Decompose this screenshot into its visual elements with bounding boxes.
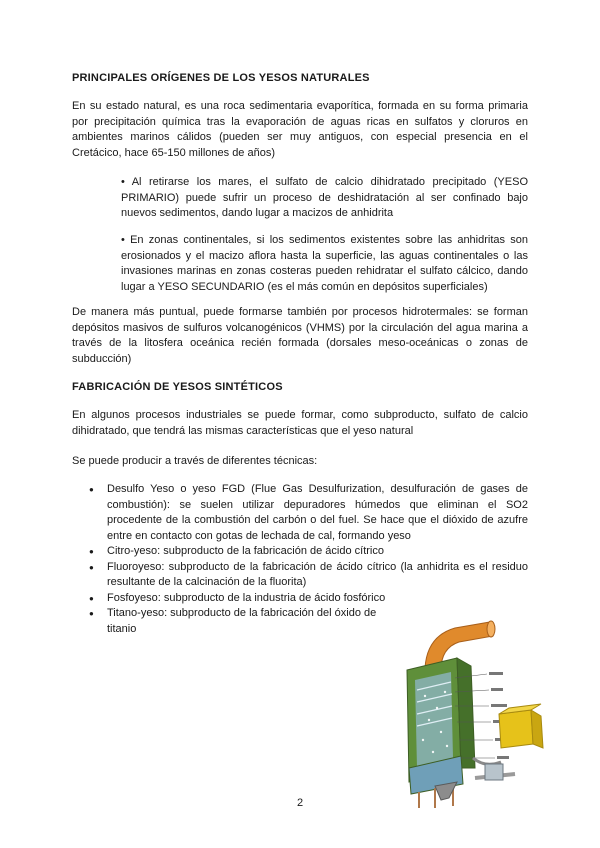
synthetic-lead-paragraph: Se puede producir a través de diferentes técnicas: <box>72 455 318 467</box>
list-item: ● Desulfo Yeso o yeso FGD (Flue Gas Desulfurization, desulfuración de gases de combustión): se suelen utilizar depuradores húmedos que eliminan el SO2 procedente de la combustión del carbón o del fuel. Se hace que el dióxido de azufre entre en contacto con gotas de lechada de cal, formando yeso <box>72 482 528 544</box>
synthetic-techniques-list <box>72 482 528 637</box>
section-title-synthetic: FABRICACIÓN DE YESOS SINTÉTICOS <box>72 381 283 393</box>
origins-point-secondary: • En zonas continentales, si los sedimentos existentes sobre las anhidritas son erosionados y el macizo aflora hasta la superficie, las aguas continentales o las invasiones marinas en zonas costeras pueden rehidratar el sulfato cálcico, dando lugar a YESO SECUNDARIO (es el más común en depósitos superficiales) <box>121 234 528 293</box>
origins-point-primary: • Al retirarse los mares, el sulfato de calcio dihidratado precipitado (YESO PRIMARIO) puede sufrir un proceso de deshidratación al ser confinado bajo nuevos sedimentos, dando lugar a macizos de anhidrita <box>121 176 528 219</box>
fgd-scrubber-illustration <box>395 618 550 810</box>
origins-intro-paragraph: En su estado natural, es una roca sedimentaria evaporítica, formada en su forma primaria por precipitación química tras la evaporación de aguas ricas en sulfatos y cloruros en ambientes marinos cálidos (pueden ser muy antiguos, con especial presencia en el Cretácico, hace 65-150 millones de años) <box>72 100 528 159</box>
list-item: ● Titano-yeso: subproducto de la fabricación del óxido de titanio <box>72 606 387 637</box>
section-title-origins: PRINCIPALES ORÍGENES DE LOS YESOS NATURALES <box>72 72 370 84</box>
list-item: ● Fosfoyeso: subproducto de la industria de ácido fosfórico <box>72 591 528 607</box>
list-item: ● Fluoroyeso: subproducto de la fabricación de ácido cítrico (la anhidrita es el residuo resultante de la calcinación de la fluorita) <box>72 560 528 591</box>
origins-closing-paragraph: De manera más puntual, puede formarse también por procesos hidrotermales: se forman depósitos masivos de sulfuros volcanogénicos (VHMS) por la circulación del agua marina a través de la litosfera oceánica recién formada (dorsales meso-oceánicas o zonas de subducción) <box>72 306 528 365</box>
synthetic-intro-paragraph: En algunos procesos industriales se puede formar, como subproducto, sulfato de calcio dihidratado, que tendrá las mismas características que el yeso natural <box>72 409 528 437</box>
reagent-tank <box>499 710 533 748</box>
list-item: ● Citro-yeso: subproducto de la fabricación de ácido cítrico <box>72 544 528 560</box>
page-number: 2 <box>296 797 304 809</box>
